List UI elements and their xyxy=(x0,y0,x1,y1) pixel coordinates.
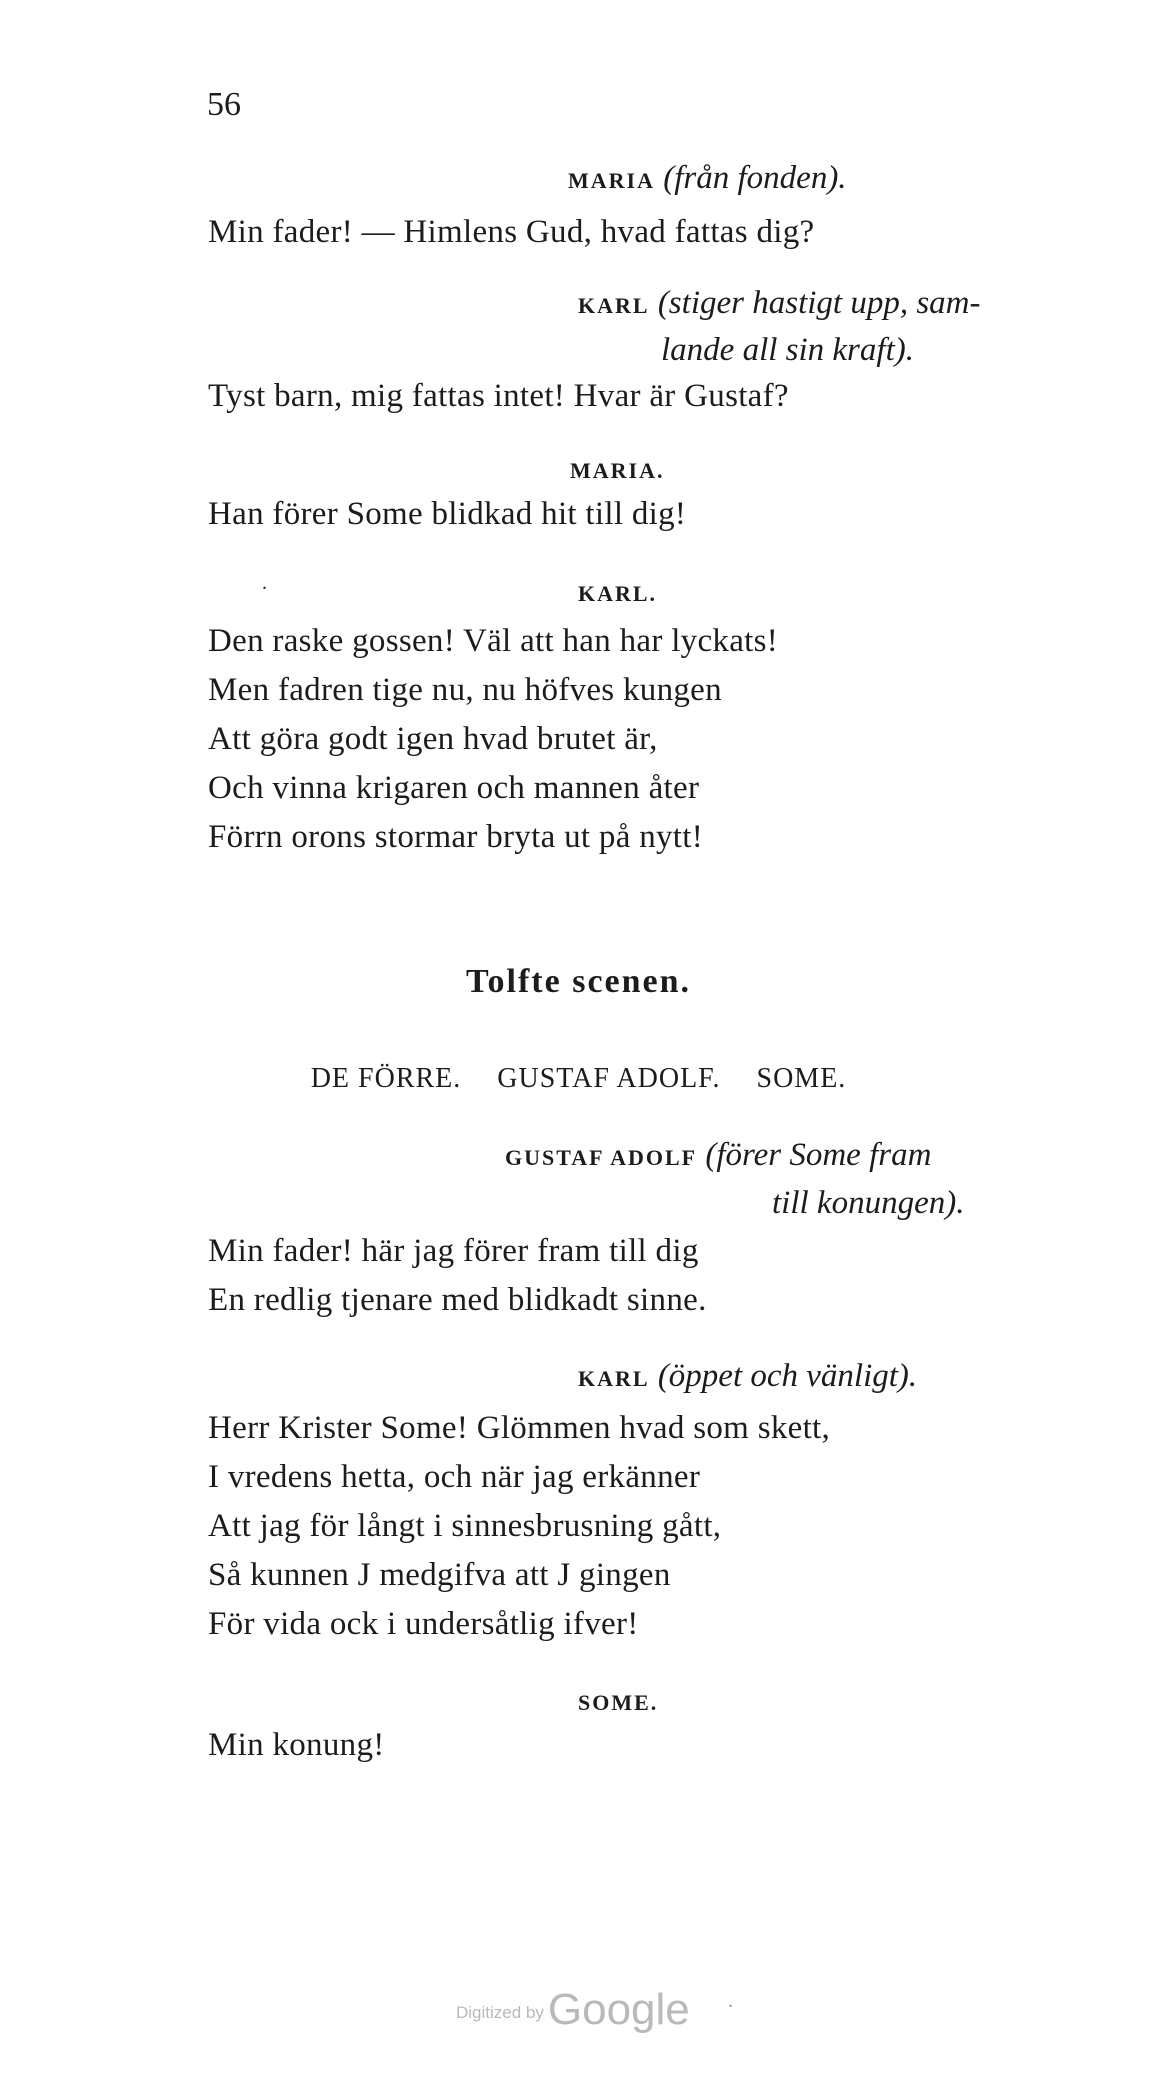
verse-line: Men fadren tige nu, nu höfves kungen xyxy=(208,672,722,708)
cast-item: SOME. xyxy=(756,1063,847,1094)
scene-title: Tolfte scenen. xyxy=(465,963,692,1000)
verse-line: Så kunnen J medgifva att J gingen xyxy=(208,1557,671,1593)
speaker-name: KARL. xyxy=(578,581,658,606)
verse-line: För vida ock i undersåtlig ifver! xyxy=(208,1606,639,1642)
verse-line: Han förer Some blidkad hit till dig! xyxy=(208,496,687,532)
stage-direction: (förer Some fram xyxy=(705,1137,932,1173)
speaker-heading xyxy=(578,1682,658,1719)
speaker-heading xyxy=(578,285,980,322)
digitized-watermark xyxy=(456,1985,690,2035)
speaker-name: KARL xyxy=(578,1366,650,1391)
stage-direction: (öppet och vänligt). xyxy=(657,1358,918,1394)
stage-direction: (stiger hastigt upp, sam- xyxy=(657,285,981,321)
stage-direction: (från fonden). xyxy=(663,160,847,196)
speaker-heading xyxy=(570,450,665,487)
verse-line: Och vinna krigaren och mannen åter xyxy=(208,770,700,806)
digitized-by-label: Digitized by xyxy=(456,2003,544,2022)
speaker-name: SOME. xyxy=(578,1690,659,1715)
stage-direction-continued: till konungen). xyxy=(772,1185,965,1221)
verse-line: Min fader! — Himlens Gud, hvad fattas dig? xyxy=(208,214,815,250)
verse-line: Min fader! här jag förer fram till dig xyxy=(208,1233,699,1269)
verse-line: Att jag för långt i sinnesbrusning gått, xyxy=(208,1508,722,1544)
print-speck: . xyxy=(728,1990,733,2012)
cast-item: DE FÖRRE. xyxy=(310,1063,462,1094)
verse-line: Herr Krister Some! Glömmen hvad som skett, xyxy=(208,1410,831,1446)
page-number: 56 xyxy=(207,86,241,123)
verse-line: Den raske gossen! Väl att han har lyckats! xyxy=(208,623,779,659)
speaker-name: GUSTAF ADOLF xyxy=(505,1145,698,1170)
speaker-name: KARL xyxy=(578,293,650,318)
verse-line: Att göra godt igen hvad brutet är, xyxy=(208,721,658,757)
verse-line: Förrn orons stormar bryta ut på nytt! xyxy=(208,819,704,855)
verse-line: Tyst barn, mig fattas intet! Hvar är Gustaf? xyxy=(208,378,789,414)
speaker-heading xyxy=(578,1358,917,1395)
speaker-name: MARIA. xyxy=(570,458,665,483)
speaker-heading xyxy=(505,1137,931,1174)
cast-item: GUSTAF ADOLF. xyxy=(497,1063,721,1094)
print-speck: . xyxy=(262,572,267,594)
verse-line: I vredens hetta, och när jag erkänner xyxy=(208,1459,701,1495)
stage-direction-continued: lande all sin kraft). xyxy=(661,332,914,368)
cast-list xyxy=(0,1063,1157,1095)
speaker-heading xyxy=(568,160,847,197)
speaker-heading xyxy=(578,573,657,610)
speaker-name: MARIA xyxy=(568,168,655,193)
google-logo: Google xyxy=(547,1985,690,2034)
verse-line: Min konung! xyxy=(208,1727,385,1763)
verse-line: En redlig tjenare med blidkadt sinne. xyxy=(208,1282,707,1318)
